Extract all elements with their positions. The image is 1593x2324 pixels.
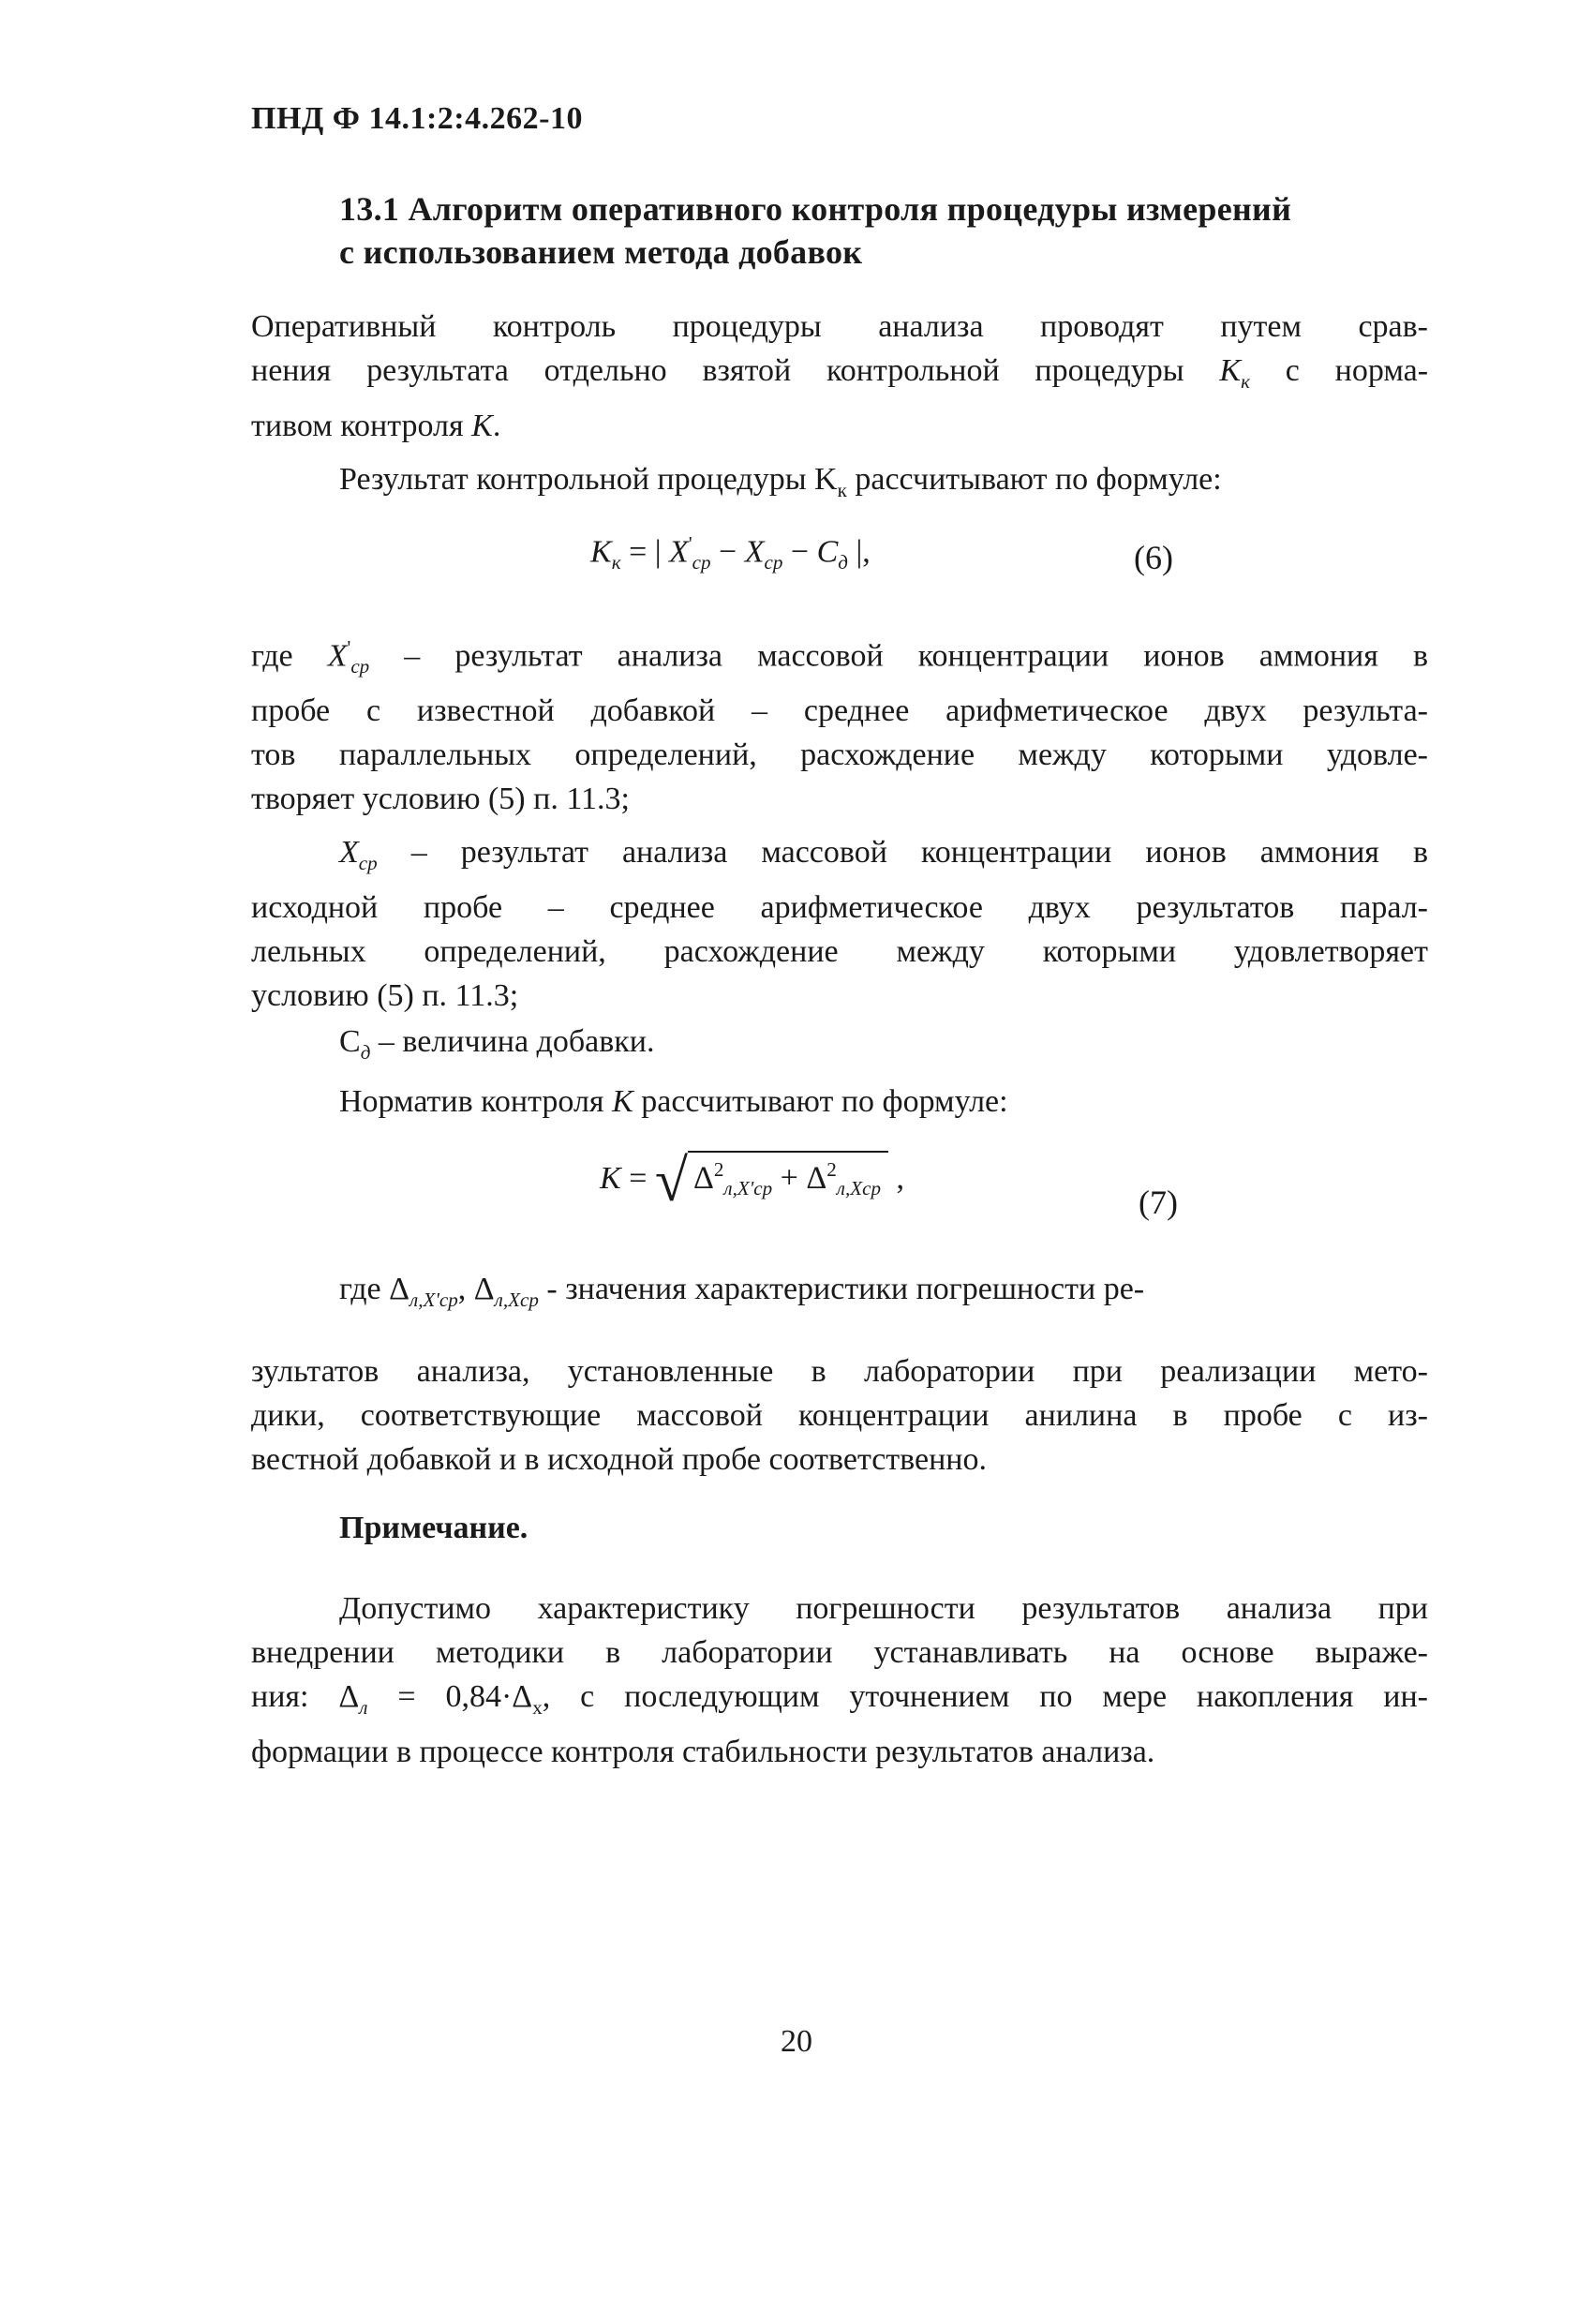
paragraph-line: дики, соответствующие массовой концентрации анилина в пробе с из- (251, 1398, 1428, 1433)
formula-operator: |, (847, 534, 871, 570)
symbol-delta: Δ (389, 1272, 410, 1306)
symbol-subscript: к (837, 478, 847, 501)
paragraph-line: лельных определений, расхождение между которыми удовлетворяет (251, 933, 1428, 969)
symbol-subscript: л,X'ср (409, 1288, 458, 1311)
paragraph-delta-definition (251, 1349, 1428, 1482)
formula-operator: − (710, 534, 745, 570)
paragraph-line (251, 626, 1428, 689)
note-title: Примечание. (339, 1511, 529, 1545)
symbol-c: C (339, 1024, 361, 1059)
section-heading-line-2: с использованием метода добавок (339, 233, 863, 271)
text-run: – результат анализа массовой концентрации ионов аммония в (377, 835, 1428, 870)
formula-7 (600, 1147, 905, 1214)
paragraph-line: пробе с известной добавкой – среднее арифметическое двух результа- (251, 693, 1428, 729)
text-run: с норма- (1249, 353, 1429, 388)
document-code: ПНД Ф 14.1:2:4.262-10 (251, 101, 583, 136)
symbol-k: K (1219, 353, 1242, 388)
paragraph-additive-definition (339, 1020, 1428, 1075)
formula-6 (590, 532, 871, 574)
paragraph-line: внедрении методики в лаборатории устанавливать на основе выраже- (251, 1635, 1428, 1670)
paragraph-line: условию (5) п. 11.3; (251, 977, 519, 1013)
formula-symbol: K (600, 1160, 621, 1196)
formula-superscript: 2 (713, 1158, 724, 1182)
text-run: . (492, 408, 501, 443)
equation-number-6: (6) (1134, 539, 1173, 576)
text-run: рассчитывают по формуле: (633, 1084, 1008, 1119)
paragraph-line: творяет условию (5) п. 11.3; (251, 782, 630, 817)
paragraph-line: зультатов анализа, установленные в лаборатории при реализации мето- (251, 1354, 1428, 1389)
formula-operator: − (782, 534, 817, 570)
paragraph-x-prime-definition (251, 626, 1428, 821)
symbol-subscript: ср (350, 655, 370, 678)
paragraph-line: исходной пробе – среднее арифметическое двух результатов парал- (251, 889, 1428, 925)
paragraph-delta-definition-start (339, 1267, 1428, 1322)
symbol-subscript: х (532, 1695, 543, 1719)
page-number: 20 (781, 2024, 812, 2059)
paragraph-operational-control (251, 305, 1428, 448)
formula-subscript: л,X'ср (723, 1177, 773, 1200)
symbol-delta: Δ (473, 1272, 495, 1306)
formula-symbol: K (590, 534, 612, 570)
symbol-superscript: ' (347, 636, 351, 659)
formula-operator: + (772, 1160, 807, 1196)
formula-symbol: Δ (806, 1160, 827, 1196)
paragraph-line (251, 404, 1428, 448)
radical-sign-icon: √ (654, 1147, 688, 1214)
paragraph-line (251, 830, 1428, 886)
text-run: , с последующим уточнением по мере накопления ин- (542, 1679, 1428, 1714)
paragraph-line: Оперативный контроль процедуры анализа проводят путем срав- (251, 309, 1428, 344)
paragraph-line: формации в процессе контроля стабильности результатов анализа. (251, 1734, 1155, 1769)
symbol-x: X (339, 835, 359, 870)
paragraph-norm-formula-intro (339, 1080, 1428, 1124)
symbol-k: K (612, 1084, 633, 1119)
formula-operator: = | (620, 534, 670, 570)
radicand (688, 1151, 888, 1200)
section-heading (339, 187, 1445, 274)
text-run: где (339, 1272, 390, 1306)
text-run: где (251, 638, 328, 674)
symbol-k: K (471, 408, 493, 443)
formula-superscript: 2 (826, 1158, 837, 1182)
formula-subscript: л,Xср (836, 1177, 882, 1200)
paragraph-line (251, 349, 1428, 404)
symbol-subscript: л,Xср (494, 1288, 539, 1311)
formula-subscript: к (611, 551, 621, 574)
paragraph-result-formula-intro (339, 457, 1428, 513)
formula-operator: = (620, 1160, 655, 1196)
text-run: рассчитывают по формуле: (846, 462, 1222, 497)
formula-symbol: Δ (693, 1160, 714, 1196)
section-heading-line-1: 13.1 Алгоритм оперативного контроля процедуры измерений (339, 190, 1292, 228)
paragraph-line: Допустимо характеристику погрешности результатов анализа при (339, 1591, 1428, 1626)
text-run: нения результата отдельно взятой контрольной процедуры (251, 353, 1220, 388)
paragraph-line (251, 1675, 1428, 1730)
formula-symbol: X (744, 534, 765, 570)
formula-symbol: X (669, 534, 689, 570)
paragraph-x-definition (251, 830, 1428, 1018)
formula-subscript: д (838, 551, 848, 574)
note-paragraph (251, 1587, 1428, 1774)
text-run: – величина добавки. (370, 1024, 655, 1059)
formula-symbol: C (816, 534, 839, 570)
symbol-subscript: л (359, 1695, 368, 1719)
symbol-subscript: ср (358, 851, 378, 874)
formula-subscript: ср (692, 551, 711, 574)
text-run: , (457, 1272, 474, 1306)
formula-superscript: ' (688, 532, 692, 555)
symbol-subscript: к (1241, 369, 1250, 393)
text-run: Норматив контроля (339, 1084, 613, 1119)
symbol-subscript: д (360, 1040, 371, 1064)
square-root (654, 1147, 888, 1214)
paragraph-line: тов параллельных определений, расхождение между которыми удовле- (251, 737, 1428, 773)
text-run: – результат анализа массовой концентрации ионов аммония в (369, 638, 1428, 674)
text-run: = 0,84·Δ (367, 1679, 533, 1714)
paragraph-line: вестной добавкой и в исходной пробе соответственно. (251, 1442, 988, 1477)
text-run: ния: Δ (251, 1679, 360, 1714)
formula-subscript: ср (764, 551, 783, 574)
text-run: - значения характеристики погрешности ре- (538, 1272, 1145, 1306)
symbol-x: X (327, 638, 348, 674)
text-run: тивом контроля (251, 408, 472, 443)
formula-operator: , (888, 1160, 905, 1196)
text-run: Результат контрольной процедуры K (339, 462, 838, 497)
equation-number-7: (7) (1139, 1184, 1178, 1221)
